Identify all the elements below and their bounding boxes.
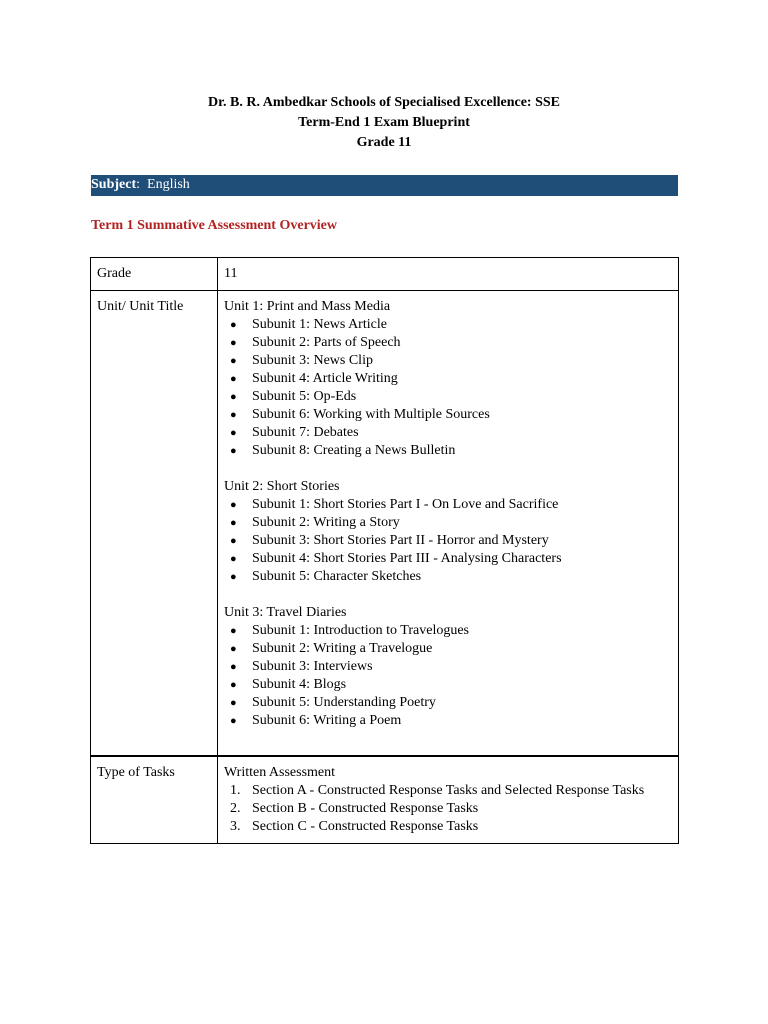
subunit-item: ● Subunit 4: Short Stories Part III - Analysing Characters [224, 550, 672, 568]
school-name: Dr. B. R. Ambedkar Schools of Specialised Excellence: SSE [208, 95, 560, 110]
tasks-key: Type of Tasks [91, 756, 218, 844]
task-text: Section B - Constructed Response Tasks [252, 801, 479, 816]
subunit-item: ● Subunit 5: Character Sketches [224, 568, 672, 586]
grade-value: 11 [218, 258, 679, 291]
exam-title: Term-End 1 Exam Blueprint [298, 115, 470, 130]
unit-title: Unit 2: Short Stories [224, 479, 340, 494]
subunit-item: ● Subunit 2: Writing a Story [224, 514, 672, 532]
subject-separator: : [136, 177, 141, 192]
task-text: Section A - Constructed Response Tasks and Selected Response Tasks [252, 783, 645, 798]
unit-block [224, 298, 672, 460]
subunit-item: ● Subunit 3: Interviews [224, 658, 672, 676]
subunit-item: ● Subunit 1: News Article [224, 316, 672, 334]
subunit-item: ● Subunit 2: Writing a Travelogue [224, 640, 672, 658]
grade-key: Grade [91, 258, 218, 291]
subunit-item: ● Subunit 4: Blogs [224, 676, 672, 694]
task-item [224, 782, 672, 800]
subunit-item: ● Subunit 2: Parts of Speech [224, 334, 672, 352]
subunit-item: ● Subunit 4: Article Writing [224, 370, 672, 388]
task-text: Section C - Constructed Response Tasks [252, 819, 479, 834]
subunit-item: ● Subunit 8: Creating a News Bulletin [224, 442, 672, 460]
subunit-list [224, 622, 672, 730]
subunit-item: ● Subunit 5: Op-Eds [224, 388, 672, 406]
unit-title: Unit 1: Print and Mass Media [224, 299, 391, 314]
unit-list-cell [218, 291, 679, 757]
subunit-item: ● Subunit 1: Short Stories Part I - On Love and Sacrifice [224, 496, 672, 514]
subject-bar [91, 175, 678, 196]
grade-row [91, 258, 679, 291]
subunit-list [224, 316, 672, 460]
subunit-item: ● Subunit 3: News Clip [224, 352, 672, 370]
subunit-item: ● Subunit 6: Writing a Poem [224, 712, 672, 730]
subunit-list [224, 496, 672, 586]
overview-table [90, 257, 679, 844]
cell-spacer [224, 730, 672, 748]
task-number: 2. [230, 801, 241, 816]
section-title: Term 1 Summative Assessment Overview [91, 218, 338, 233]
grade-heading: Grade 11 [356, 135, 412, 150]
tasks-cell [218, 756, 679, 844]
unit-block [224, 478, 672, 586]
tasks-intro: Written Assessment [224, 765, 336, 780]
unit-key: Unit/ Unit Title [91, 291, 218, 757]
subunit-item: ● Subunit 1: Introduction to Travelogues [224, 622, 672, 640]
task-number: 3. [230, 819, 241, 834]
tasks-list [224, 782, 672, 836]
subunit-item: ● Subunit 6: Working with Multiple Sources [224, 406, 672, 424]
task-number: 1. [230, 783, 241, 798]
subject-label: Subject [91, 177, 137, 192]
subunit-item: ● Subunit 3: Short Stories Part II - Horror and Mystery [224, 532, 672, 550]
tasks-row [91, 756, 679, 844]
unit-row [91, 291, 679, 757]
document-header [0, 93, 768, 153]
unit-title: Unit 3: Travel Diaries [224, 605, 347, 620]
task-item [224, 818, 672, 836]
task-item [224, 800, 672, 818]
subunit-item: ● Subunit 5: Understanding Poetry [224, 694, 672, 712]
unit-block [224, 604, 672, 730]
subunit-item: ● Subunit 7: Debates [224, 424, 672, 442]
subject-value: English [147, 177, 190, 192]
